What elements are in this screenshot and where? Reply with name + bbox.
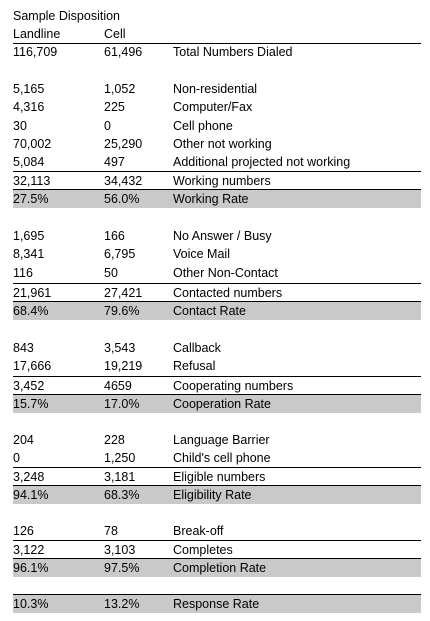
table-row — [13, 558, 421, 577]
row-label: Language Barrier — [173, 433, 270, 447]
table-row — [13, 153, 421, 171]
table-row — [13, 357, 421, 375]
cell-value: 228 — [104, 433, 125, 447]
landline-value: 116,709 — [13, 45, 58, 59]
cell-value: 1,250 — [104, 451, 136, 465]
landline-value: 126 — [13, 524, 34, 538]
table-row — [13, 540, 421, 559]
row-label: Contact Rate — [173, 304, 246, 318]
row-label: No Answer / Busy — [173, 229, 272, 243]
table-row — [13, 339, 421, 357]
landline-value: 116 — [13, 266, 33, 280]
row-label: Additional projected not working — [173, 155, 351, 169]
row-label: Eligible numbers — [173, 470, 266, 484]
landline-value: 3,248 — [13, 470, 45, 484]
table-row — [13, 43, 421, 61]
row-label: Cooperation Rate — [173, 397, 271, 411]
cell-value: 17.0% — [104, 397, 140, 411]
table-row — [13, 283, 421, 302]
landline-value: 32,113 — [13, 174, 51, 188]
cell-value: 68.3% — [104, 488, 140, 502]
table-row — [13, 467, 421, 486]
landline-value: 204 — [13, 433, 34, 447]
landline-value: 5,165 — [13, 82, 45, 96]
landline-value: 30 — [13, 119, 27, 133]
table-row — [13, 376, 421, 395]
table-row — [13, 431, 421, 449]
table-row — [13, 98, 421, 116]
row-label: Child's cell phone — [173, 451, 271, 465]
table-row — [13, 522, 421, 540]
row-label: Cooperating numbers — [173, 379, 294, 393]
row-label: Break-off — [173, 524, 224, 538]
table-title: Sample Disposition — [13, 9, 120, 23]
table-row — [13, 171, 421, 190]
table-row — [13, 301, 421, 320]
cell-value: 225 — [104, 100, 125, 114]
cell-value: 79.6% — [104, 304, 140, 318]
cell-value: 3,103 — [104, 543, 136, 557]
header-landline: Landline — [13, 27, 61, 41]
landline-value: 3,122 — [13, 543, 45, 557]
table-row — [13, 264, 421, 282]
table-row — [13, 245, 421, 263]
row-label: Working numbers — [173, 174, 271, 188]
cell-value: 61,496 — [104, 45, 143, 59]
row-label: Total Numbers Dialed — [173, 45, 293, 59]
landline-value: 3,452 — [13, 379, 45, 393]
landline-value: 21,961 — [13, 286, 52, 300]
table-row — [13, 449, 421, 467]
row-label: Cell phone — [173, 119, 233, 133]
landline-value: 68.4% — [13, 304, 49, 318]
landline-value: 70,002 — [13, 137, 52, 151]
cell-value: 13.2% — [104, 597, 140, 611]
landline-value: 15.7% — [13, 397, 49, 411]
row-label: Other not working — [173, 137, 272, 151]
landline-value: 94.1% — [13, 488, 49, 502]
cell-value: 497 — [104, 155, 125, 169]
row-label: Response Rate — [173, 597, 260, 611]
landline-value: 96.1% — [13, 561, 49, 575]
cell-value: 50 — [104, 266, 118, 280]
cell-value: 6,795 — [104, 247, 136, 261]
table-row — [13, 394, 421, 413]
landline-value: 4,316 — [13, 100, 45, 114]
landline-value: 8,341 — [13, 247, 45, 261]
landline-value: 10.3% — [13, 597, 49, 611]
row-label: Completes — [173, 543, 233, 557]
landline-value: 1,695 — [13, 229, 45, 243]
cell-value: 34,432 — [104, 174, 143, 188]
row-label: Working Rate — [173, 192, 249, 206]
landline-value: 5,084 — [13, 155, 45, 169]
cell-value: 1,052 — [104, 82, 136, 96]
cell-value: 56.0% — [104, 192, 140, 206]
row-label: Non-residential — [173, 82, 258, 96]
table-row — [13, 594, 421, 613]
row-label: Eligibility Rate — [173, 488, 252, 502]
table-row — [13, 135, 421, 153]
cell-value: 3,543 — [104, 341, 136, 355]
table-row — [13, 117, 421, 135]
cell-value: 19,219 — [104, 359, 143, 373]
cell-value: 166 — [104, 229, 125, 243]
landline-value: 843 — [13, 341, 34, 355]
cell-value: 4659 — [104, 379, 132, 393]
cell-value: 78 — [104, 524, 118, 538]
landline-value: 0 — [13, 451, 20, 465]
row-label: Refusal — [173, 359, 216, 373]
row-label: Callback — [173, 341, 221, 355]
cell-value: 27,421 — [104, 286, 143, 300]
landline-value: 27.5% — [13, 192, 49, 206]
table-row — [13, 485, 421, 504]
row-label: Voice Mail — [173, 247, 230, 261]
cell-value: 97.5% — [104, 561, 140, 575]
cell-value: 3,181 — [104, 470, 136, 484]
landline-value: 17,666 — [13, 359, 52, 373]
row-label: Computer/Fax — [173, 100, 253, 114]
cell-value: 0 — [104, 119, 111, 133]
row-label: Other Non-Contact — [173, 266, 278, 280]
header-cell: Cell — [104, 27, 126, 41]
table-row — [13, 80, 421, 98]
row-label: Completion Rate — [173, 561, 267, 575]
table-row — [13, 189, 421, 208]
cell-value: 25,290 — [104, 137, 143, 151]
table-row — [13, 227, 421, 245]
row-label: Contacted numbers — [173, 286, 283, 300]
